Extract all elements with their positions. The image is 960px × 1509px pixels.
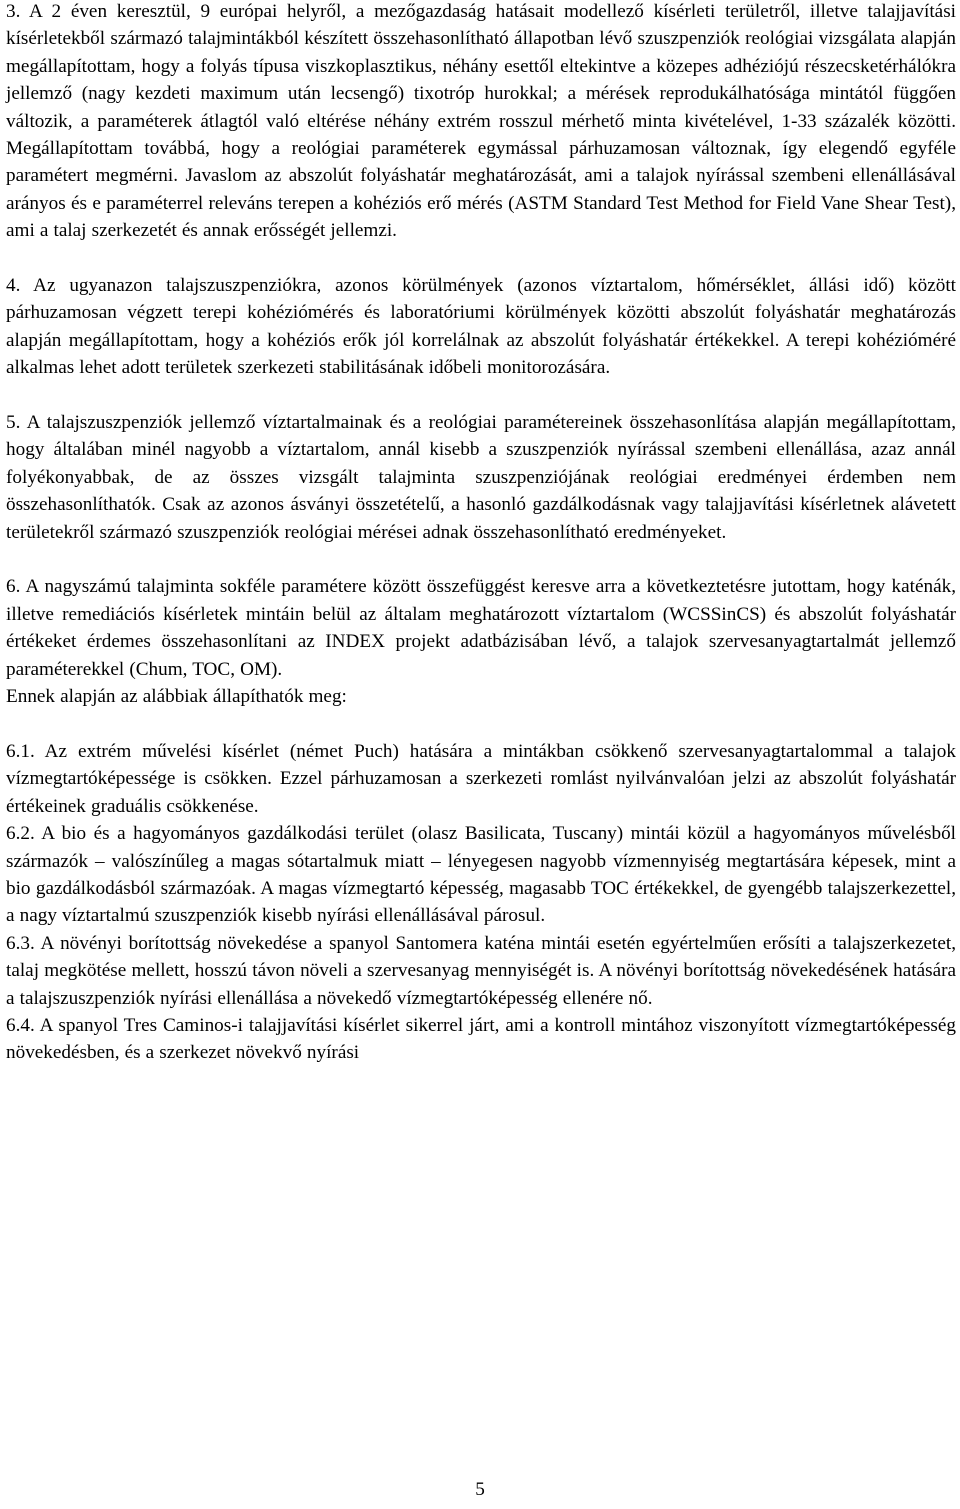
paragraph-6-2: 6.2. A bio és a hagyományos gazdálkodási terület (olasz Basilicata, Tuscany) mintái közül a hagyományos művelésből származók – valószínűleg a magas sótartalmuk miatt – lényegesen nagyobb vízmennyiség megtartására képesek, mint a bio gazdálkodásból származóak. A magas vízmegtartó képesség, magasabb TOC értékekkel, de gyengébb talajszerkezettel, a nagy víztartalmú szuszpenziók kisebb nyírási ellenállásával párosul.: [6, 823, 956, 927]
paragraph-5: 5. A talajszuszpenziók jellemző víztartalmainak és a reológiai paramétereinek összehasonlítása alapján megállapítottam, hogy általában minél nagyobb a víztartalom, annál kisebb a szuszpenziók nyírással szembeni ellenállása, azaz annál folyékonyabbak, de az összes vizsgált talajminta szuszpenziójának reológiai eredményei érdemben nem összehasonlíthatók. Csak az azonos ásványi összetételű, a hasonló gazdálkodásnak vagy talajjavítási kísérletnek alávetett területekről származó szuszpenziók reológiai mérései adnak összehasonlítható eredményeket.: [6, 412, 956, 543]
paragraph-6-4: 6.4. A spanyol Tres Caminos-i talajjavítási kísérlet sikerrel járt, ami a kontroll mintához viszonyított vízmegtartóképesség növekedésben, és a szerkezet növekvő nyírási: [6, 1014, 956, 1064]
paragraph-6-1: 6.1. Az extrém művelési kísérlet (német Puch) hatására a mintákban csökkenő szervesanyagtartalommal a talajok vízmegtartóképessége is csökken. Ezzel párhuzamosan a szerkezeti romlást nyilvánvalóan jelzi az abszolút folyáshatár értékeinek graduális csökkenése.: [6, 740, 956, 817]
paragraph-4: 4. Az ugyanazon talajszuszpenziókra, azonos körülmények (azonos víztartalom, hőmérséklet, állási idő) között párhuzamosan végzett terepi kohéziómérés és laboratóriumi körülmények közötti abszolút folyáshatár meghatározás alapján megállapítottam, hogy a kohéziós erők jól korrelálnak az abszolút folyáshatár értékekkel. A terepi kohézióméré alkalmas lehet adott területek szerkezeti stabilitásának időbeli monitorozására.: [6, 275, 956, 379]
paragraph-intro: Ennek alapján az alábbiak állapíthatók meg:: [6, 686, 347, 708]
paragraph-6: 6. A nagyszámú talajminta sokféle paramétere között összefüggést keresve arra a következtetésre jutottam, hogy katénák, illetve remediációs kísérletek mintáin belül az általam meghatározott víztartalom (WCSSinCS) és abszolút folyáshatár értékeket érdemes összehasonlítani az INDEX projekt adatbázisában lévő, a talajok szervesanyagtartalmát jellemző paraméterekkel (Chum, TOC, OM).: [6, 576, 956, 680]
paragraph-gap: [6, 245, 956, 272]
paragraph-gap: [6, 711, 956, 738]
paragraph-3: 3. A 2 éven keresztül, 9 európai helyről, a mezőgazdaság hatásait modellező kísérleti területről, illetve talajjavítási kísérletekből származó talajmintákból készített összehasonlítható állapotban lévő szuszpenziók reológiai vizsgálata alapján megállapítottam, hogy a folyás típusa viszkoplasztikus, néhány esettől eltekintve a közepes adhéziójú részecsketérhálókra jellemző (nagy kezdeti maximum után lecsengő) tixotróp hurokkal; a mérések reprodukálhatósága mintától függően változik, a paraméterek átlagtól való eltérése néhány extrém rosszul mérhető minta kivételével, 1-33 százalék közötti. Megállapítottam továbbá, hogy a reológiai paraméterek egymással párhuzamosan változnak, így elegendő egyféle paramétert megmérni. Javaslom az abszolút folyáshatár meghatározását, ami a talajok nyírással szembeni ellenállásával arányos és e paraméterrel releváns terepen a kohéziós erő mérés (ASTM Standard Test Method for Field Vane Shear Test), ami a talaj szerkezetét és annak erősségét jellemzi.: [6, 1, 956, 242]
document-page: [6, 0, 956, 1067]
paragraph-6-3: 6.3. A növényi borítottság növekedése a spanyol Santomera katéna mintái esetén egyértelműen erősíti a talajszerkezetet, talaj megkötése mellett, hosszú távon növeli a szervesanyag mennyiségét is. A növényi borítottság növekedésének hatására a talajszuszpenziók nyírási ellenállása a növekedő vízmegtartóképesség ellenére nő.: [6, 932, 956, 1009]
page-number: 5: [475, 1479, 485, 1500]
paragraph-gap: [6, 546, 956, 573]
paragraph-gap: [6, 382, 956, 409]
